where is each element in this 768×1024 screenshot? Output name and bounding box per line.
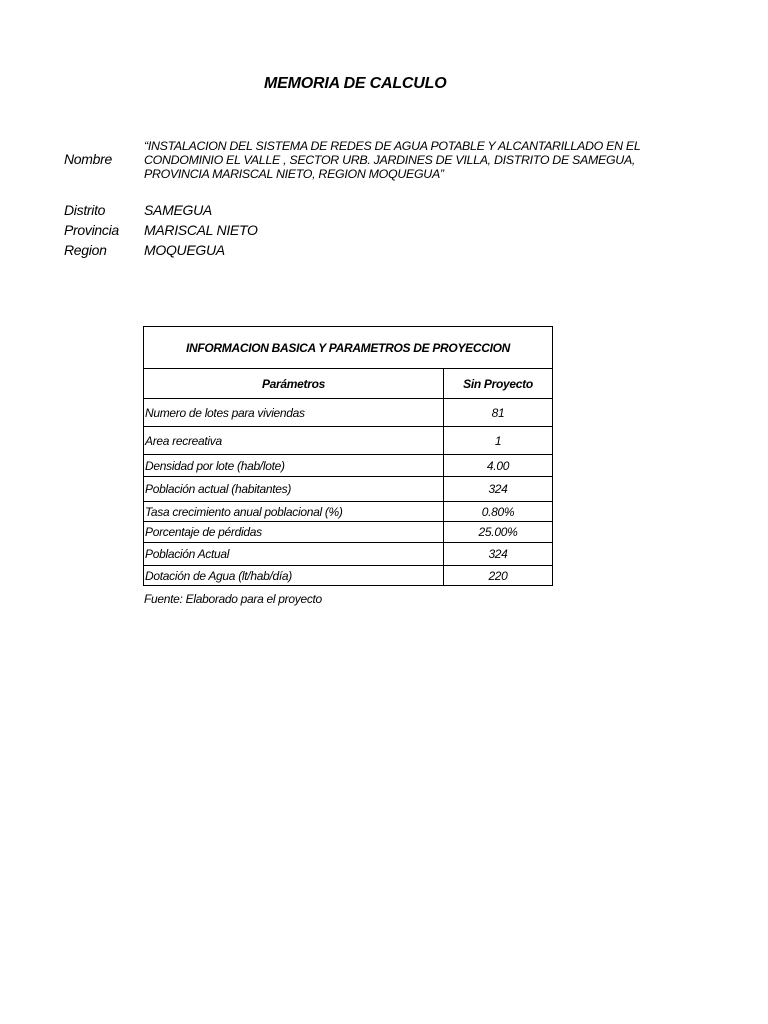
param-name: Porcentaje de pérdidas <box>144 522 444 543</box>
region-value: MOQUEGUA <box>144 242 225 258</box>
table-row <box>144 543 553 566</box>
table-row <box>144 502 553 522</box>
distrito-value: SAMEGUA <box>144 202 212 218</box>
header-parametros: Parámetros <box>144 369 444 399</box>
table-row <box>144 455 553 477</box>
source-note: Fuente: Elaborado para el proyecto <box>144 592 322 606</box>
table-header-row <box>144 369 553 399</box>
table-row <box>144 427 553 455</box>
param-name: Area recreativa <box>144 427 444 455</box>
page-title: MEMORIA DE CALCULO <box>264 75 447 92</box>
param-value: 25.00% <box>444 522 553 543</box>
param-name: Dotación de Agua (lt/hab/día) <box>144 566 444 586</box>
table-title-row <box>144 327 553 369</box>
param-name: Densidad por lote (hab/lote) <box>144 455 444 477</box>
param-value: 4.00 <box>444 455 553 477</box>
param-name: Numero de lotes para viviendas <box>144 399 444 427</box>
provincia-label: Provincia <box>64 222 119 238</box>
distrito-label: Distrito <box>64 202 106 218</box>
param-name: Población Actual <box>144 543 444 566</box>
param-value: 324 <box>444 543 553 566</box>
table-row <box>144 399 553 427</box>
project-name: “INSTALACION DEL SISTEMA DE REDES DE AGUA POTABLE Y ALCANTARILLADO EN EL CONDOMINIO EL VALLE , SECTOR URB. JARDINES DE VILLA, DISTRITO DE SAMEGUA, PROVINCIA MARISCAL NIETO, REGION MOQUEGUA” <box>144 139 641 181</box>
header-sin-proyecto: Sin Proyecto <box>444 369 553 399</box>
param-name: Tasa crecimiento anual poblacional (%) <box>144 502 444 522</box>
nombre-label: Nombre <box>64 151 112 167</box>
param-name: Población actual (habitantes) <box>144 477 444 502</box>
param-value: 324 <box>444 477 553 502</box>
table-title: INFORMACION BASICA Y PARAMETROS DE PROYECCION <box>144 327 553 369</box>
param-value: 220 <box>444 566 553 586</box>
param-value: 0.80% <box>444 502 553 522</box>
region-label: Region <box>64 242 107 258</box>
param-value: 81 <box>444 399 553 427</box>
provincia-value: MARISCAL NIETO <box>144 222 258 238</box>
table-row <box>144 477 553 502</box>
param-value: 1 <box>444 427 553 455</box>
table-row <box>144 522 553 543</box>
table-row <box>144 566 553 586</box>
parameters-table <box>143 326 553 586</box>
